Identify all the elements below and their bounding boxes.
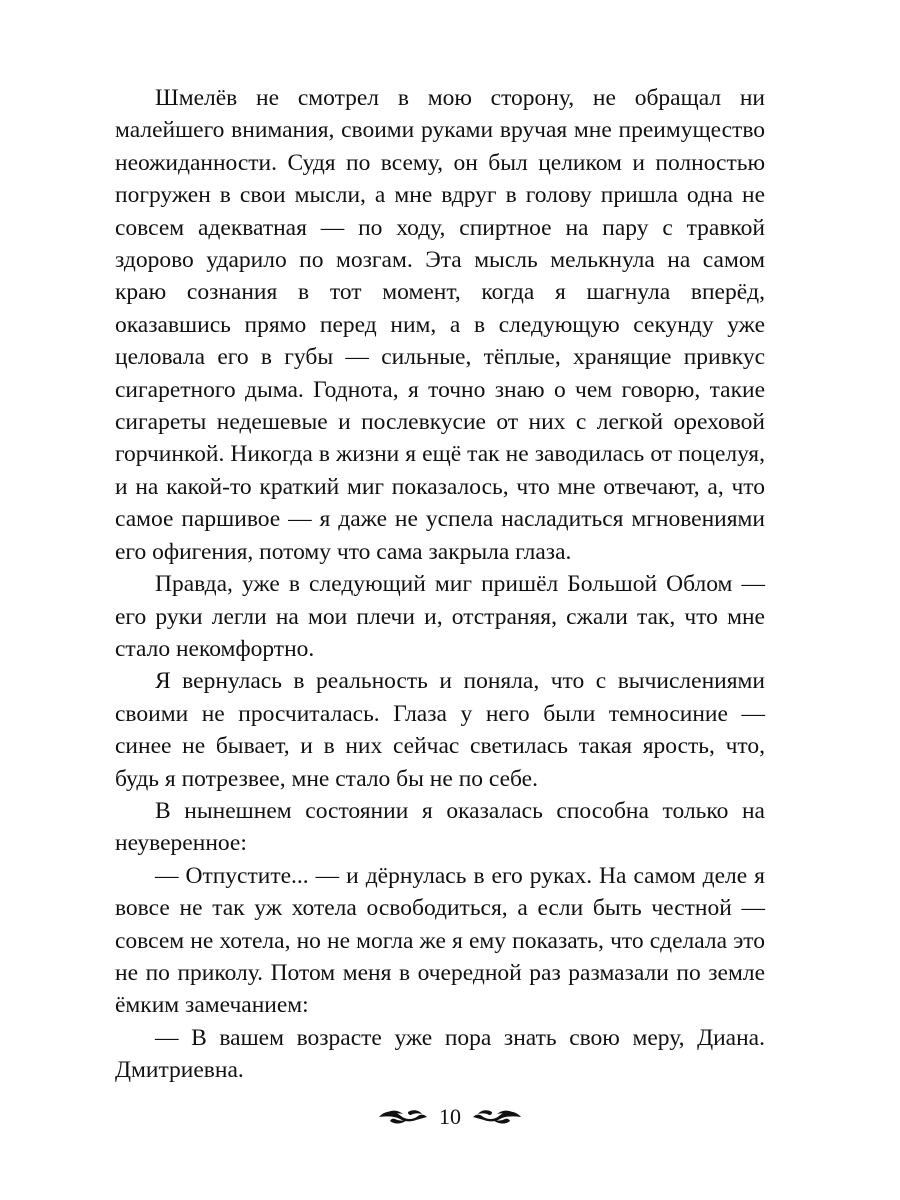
paragraph-5: — Отпустите... — и дёрнулась в его руках. На самом деле я вовсе не так уж хотела освободиться, а если быть честной — совсем не хотела, но не могла же я ему показать, что сделала это не по приколу. Потом меня в очередной раз размазали по земле ёмким замечанием: xyxy=(115,862,765,1019)
flourish-right-icon xyxy=(472,1108,522,1126)
paragraph-3: Я вернулась в реальность и поняла, что с вычислениями своими не просчиталась. Глаза у него были темносиние — синее не бывает, и в них сейчас светилась такая ярость, что, будь я потрезвее, мне стало бы не по себе. xyxy=(115,668,765,792)
paragraph-1: Шмелёв не смотрел в мою сторону, не обращал ни малейшего внимания, своими руками вручая мне преимущество неожиданности. Судя по всему, он был целиком и полностью погружен в свои мысли, а мне вдруг в голову пришла одна не совсем адекватная — по ходу, спиртное на пару с травкой здорово ударило по мозгам. Эта мысль мелькнула на самом краю сознания в тот момент, когда я шагнула вперёд, оказавшись прямо перед ним, а в следующую секунду уже целовала его в губы — сильные, тёплые, хранящие привкус сигаретного дыма. Годнота, я точно знаю о чем говорю, такие сигареты недешевые и послевкусие от них с легкой ореховой горчинкой. Никогда в жизни я ещё так не заводилась от поцелуя, и на какой-то краткий миг показалось, что мне отвечают, а, что самое паршивое — я даже не успела насладиться мгновениями его офигения, потому что сама закрыла глаза. xyxy=(115,85,765,565)
paragraph-2: Правда, уже в следующий миг пришёл Большой Облом — его руки легли на мои плечи и, отстраняя, сжали так, что мне стало некомфортно. xyxy=(115,571,765,662)
flourish-left-icon xyxy=(378,1108,428,1126)
page-number: 10 xyxy=(439,1104,461,1129)
page-text xyxy=(115,82,765,1087)
paragraph-4: В нынешнем состоянии я оказалась способна только на неуверенное: xyxy=(115,797,765,857)
page-footer xyxy=(0,1100,900,1134)
paragraph-6: — В вашем возрасте уже пора знать свою меру, Диана. Дмитриевна. xyxy=(115,1024,765,1084)
